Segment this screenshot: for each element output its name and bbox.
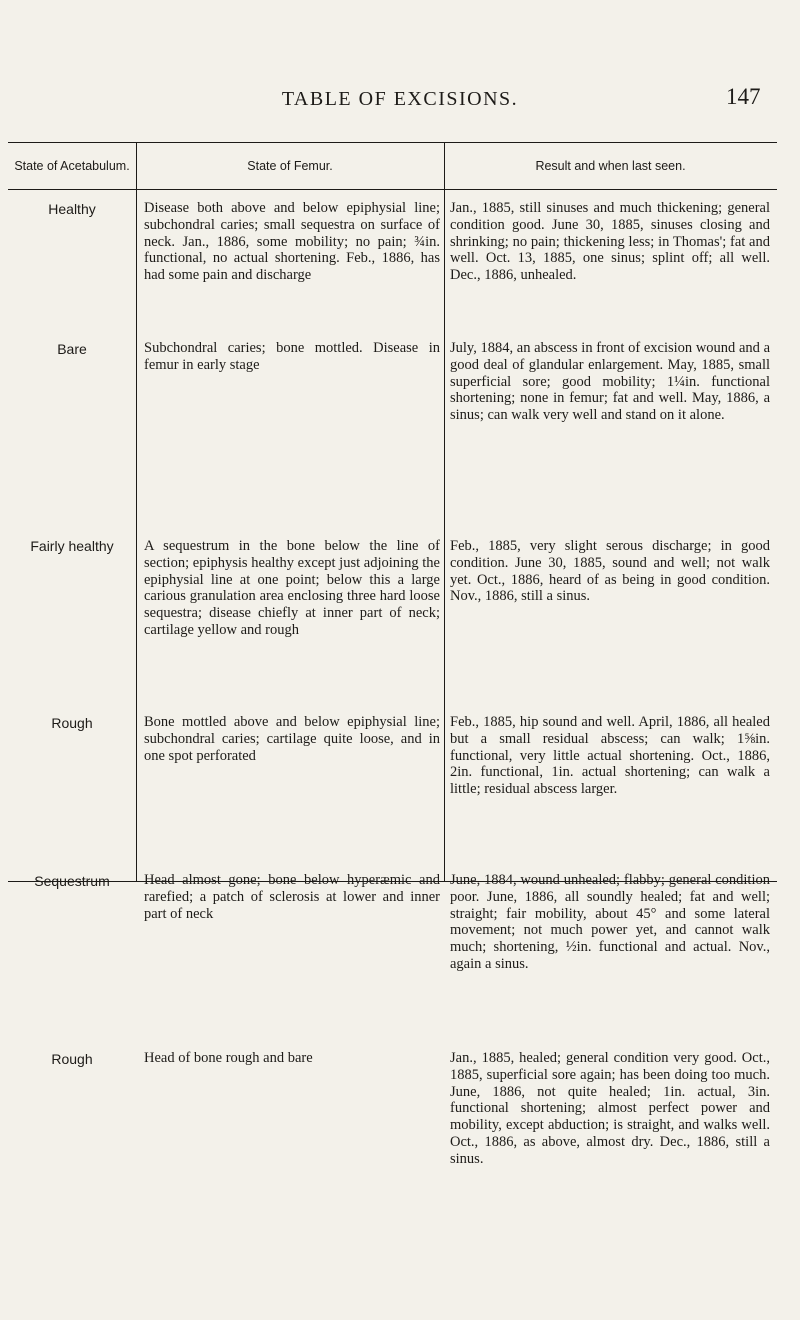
row-1-acetabulum: Healthy (48, 201, 96, 217)
header-femur: State of Femur. (247, 159, 333, 173)
row-1-femur: Disease both above and below epiphysial line; subchondral caries; small sequestra on surface of neck. Jan., 1886, some mobility; no pain; ¾in. functional, no actual shortening. Feb., 1886, has had some pain and discharge (144, 200, 440, 284)
row-2-acetabulum: Bare (57, 341, 87, 357)
row-4-acetabulum: Rough (51, 715, 93, 731)
row-3-femur: A sequestrum in the bone below the line of section; epiphysis healthy except just adjoining the epiphysial line at one point; below this a large carious granulation area enclosing three hard loose sequestra; disease chiefly at inner part of neck; cartilage yellow and rough (144, 538, 440, 638)
row-4-femur: Bone mottled above and below epiphysial line; subchondral caries; cartilage quite loose, and in one spot perforated (144, 714, 440, 764)
row-3-acetabulum: Fairly healthy (30, 538, 114, 554)
row-2-result: July, 1884, an abscess in front of excision wound and a good deal of glandular enlargement. May, 1885, small superficial sore; good mobility; 1¼in. functional shortening; none in femur; fat and well. May, 1886, a sinus; can walk very well and stand on it alone. (450, 340, 770, 424)
header-rule (8, 189, 777, 190)
column-divider (136, 143, 137, 881)
excisions-table (8, 142, 777, 1167)
row-5-result: June, 1884, wound unhealed; flabby; general condition poor. June, 1886, all soundly healed; fat and well; straight; fair mobility, about 45° and some lateral movement; not much power yet, and cannot walk much; shortening, ½in. functional and actual. Nov., again a sinus. (450, 872, 770, 972)
row-6-result: Jan., 1885, healed; general condition very good. Oct., 1885, superficial sore again; has been doing too much. June, 1886, not quite healed; 1in. actual, 3in. functional shortening; almost perfect power and mobility, except abduction; is straight, and walks well. Oct., 1886, as above, almost dry. Dec., 1886, still a sinus. (450, 1050, 770, 1167)
row-5-femur: Head almost gone; bone below hyperæmic and rarefied; a patch of sclerosis at lower and inner part of neck (144, 872, 440, 922)
row-4-result: Feb., 1885, hip sound and well. April, 1886, all healed but a small residual abscess; can walk; 1⅝in. functional, very little actual shortening. Oct., 1886, 2in. functional, 1in. actual shortening; can walk a little; residual abscess larger. (450, 714, 770, 798)
column-divider (444, 143, 445, 881)
row-2-femur: Subchondral caries; bone mottled. Disease in femur in early stage (144, 340, 440, 373)
row-3-result: Feb., 1885, very slight serous discharge; in good condition. June 30, 1885, sound and well; not walk yet. Oct., 1886, heard of as being in good condition. Nov., 1886, still a sinus. (450, 538, 770, 605)
row-5-acetabulum: Sequestrum (34, 873, 110, 889)
page-header (0, 82, 800, 122)
page-number: 147 (726, 84, 761, 109)
running-title: TABLE OF EXCISIONS. (281, 88, 519, 110)
header-acetabulum: State of Acetabulum. (14, 159, 130, 173)
row-1-result: Jan., 1885, still sinuses and much thickening; general condition good. June 30, 1885, sinuses closing and shrinking; no pain; thickening less; in Thomas'; fat and well. Oct. 13, 1885, one sinus; splint off; all well. Dec., 1886, unhealed. (450, 200, 770, 284)
row-6-femur: Head of bone rough and bare (144, 1050, 313, 1066)
row-6-acetabulum: Rough (51, 1051, 93, 1067)
header-result: Result and when last seen. (535, 159, 686, 173)
